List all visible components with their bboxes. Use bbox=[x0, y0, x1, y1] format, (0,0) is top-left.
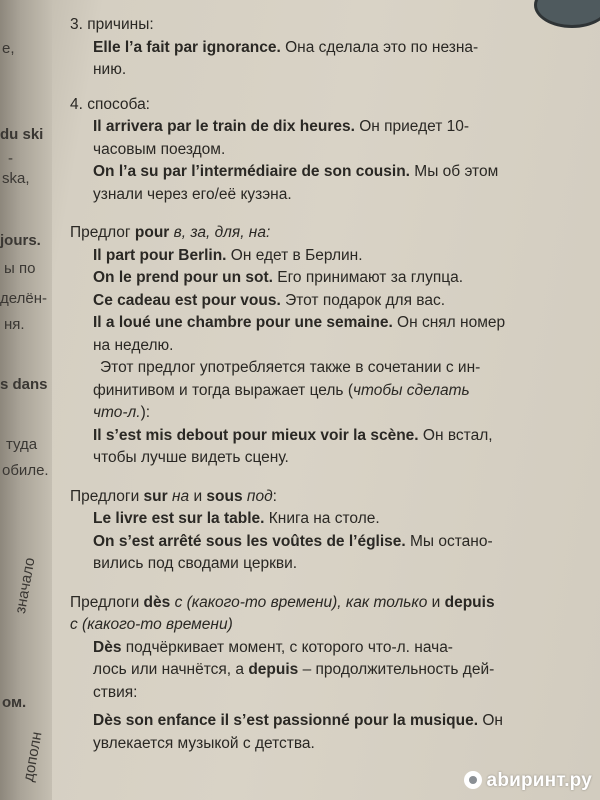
section-heading bbox=[70, 592, 570, 615]
text-line bbox=[70, 94, 570, 117]
text-line bbox=[70, 710, 570, 733]
text-line bbox=[70, 245, 570, 268]
heading-text: Предлоги bbox=[70, 593, 144, 611]
french-example: Elle l’a fait par ignorance. bbox=[93, 38, 281, 56]
gutter-fragment: ы по bbox=[4, 260, 36, 277]
explanation-text: ствия: bbox=[93, 683, 138, 701]
list-number: 4. способа: bbox=[70, 95, 150, 113]
french-example: Il s’est mis debout pour mieux voir la scène. bbox=[93, 426, 419, 444]
explanation-italic: чтобы сделать bbox=[352, 381, 470, 399]
russian-translation: Мы остано- bbox=[405, 532, 493, 550]
text-line bbox=[70, 508, 570, 531]
text-line bbox=[70, 139, 570, 162]
explanation-text: лось или начнётся, а bbox=[93, 661, 249, 678]
text-line bbox=[70, 357, 570, 380]
preposition-term: depuis bbox=[248, 661, 299, 678]
french-example: On s’est arrêté sous les voûtes de l’église. bbox=[93, 532, 406, 550]
russian-translation: Она сделала это по незна- bbox=[280, 38, 479, 56]
preposition-term: Dès bbox=[93, 638, 122, 656]
russian-translation: Он снял номер bbox=[392, 314, 506, 331]
translation-term: с (какого-то времени) bbox=[70, 616, 233, 633]
text-line bbox=[70, 267, 570, 290]
gutter-fragment: ом. bbox=[2, 694, 27, 711]
preposition-term: dès bbox=[143, 593, 171, 611]
text-line bbox=[70, 637, 570, 660]
russian-translation: часовым поездом. bbox=[93, 140, 226, 158]
translation-term: под bbox=[242, 487, 273, 505]
preposition-term: depuis bbox=[444, 593, 495, 611]
heading-text: : bbox=[272, 487, 277, 505]
text-line bbox=[70, 161, 570, 184]
russian-translation: Мы об этом bbox=[409, 163, 499, 180]
french-example: Il arrivera par le train de dix heures. bbox=[93, 118, 355, 135]
text-line bbox=[70, 531, 570, 554]
text-line bbox=[70, 184, 570, 207]
text-line bbox=[70, 59, 570, 82]
text-line bbox=[70, 335, 570, 358]
russian-translation: Он bbox=[478, 712, 503, 729]
text-line bbox=[70, 447, 570, 470]
text-line bbox=[70, 402, 570, 425]
explanation-text: подчёркивает момент, с которого что-л. нача- bbox=[121, 638, 453, 656]
french-example: Il part pour Berlin. bbox=[93, 246, 227, 264]
gutter-fragment: - bbox=[8, 150, 13, 167]
gutter-fragment: ня. bbox=[4, 316, 25, 333]
preposition-term: sous bbox=[206, 487, 243, 505]
page-text bbox=[70, 14, 570, 755]
russian-translation: нию. bbox=[93, 61, 127, 78]
gutter-fragment: туда bbox=[6, 436, 38, 453]
heading-text: и bbox=[427, 593, 445, 611]
russian-translation: Его принимают за глупца. bbox=[272, 269, 464, 286]
section-heading bbox=[70, 222, 570, 245]
translation-term: на bbox=[167, 487, 190, 505]
text-line bbox=[70, 659, 570, 682]
text-line bbox=[70, 116, 570, 139]
french-example: Ce cadeau est pour vous. bbox=[93, 291, 281, 309]
left-page-gutter bbox=[0, 0, 52, 800]
french-example: Le livre est sur la table. bbox=[93, 510, 265, 527]
french-example: On l’a su par l’intermédiaire de son cousin. bbox=[93, 163, 410, 180]
russian-translation: на неделю. bbox=[93, 336, 174, 354]
russian-translation: вились под сводами церкви. bbox=[93, 555, 298, 572]
gutter-fragment: обиле. bbox=[2, 462, 49, 479]
explanation-text: – продолжительность дей- bbox=[298, 661, 495, 678]
translation-term: с (какого-то времени), как только bbox=[170, 593, 428, 611]
text-line bbox=[70, 682, 570, 705]
russian-translation: Этот подарок для вас. bbox=[280, 291, 446, 309]
russian-translation: Он едет в Берлин. bbox=[226, 246, 363, 264]
russian-translation: Книга на столе. bbox=[264, 510, 380, 527]
russian-translation: увлекается музыкой с детства. bbox=[93, 734, 315, 752]
section-heading bbox=[70, 614, 570, 637]
gutter-fragment: e, bbox=[2, 40, 15, 57]
text-line bbox=[70, 312, 570, 335]
translation-term: в, за, для, на: bbox=[169, 224, 271, 241]
section-heading bbox=[70, 486, 570, 509]
russian-translation: Он приедет 10- bbox=[354, 118, 470, 135]
explanation-text: Этот предлог употребляется также в сочетании с ин- bbox=[100, 359, 481, 376]
french-example: On le prend pour un sot. bbox=[93, 269, 273, 286]
preposition-term: sur bbox=[143, 487, 168, 505]
french-example: Dès son enfance il s’est passionné pour la musique. bbox=[93, 712, 479, 729]
heading-text: Предлоги bbox=[70, 487, 144, 505]
gutter-fragment: jours. bbox=[0, 232, 41, 249]
list-number: 3. причины: bbox=[70, 16, 154, 33]
heading-text: и bbox=[189, 487, 207, 505]
french-example: Il a loué une chambre pour une semaine. bbox=[93, 314, 393, 331]
explanation-text: ): bbox=[140, 404, 151, 421]
gutter-fragment: du ski bbox=[0, 126, 44, 143]
site-watermark bbox=[464, 770, 592, 792]
text-line bbox=[70, 290, 570, 313]
preposition-term: pour bbox=[134, 224, 170, 241]
explanation-italic: что-л. bbox=[93, 404, 141, 421]
russian-translation: чтобы лучше видеть сцену. bbox=[93, 449, 289, 466]
text-line bbox=[70, 37, 570, 60]
text-line bbox=[70, 425, 570, 448]
labirint-logo-icon bbox=[464, 771, 482, 789]
text-line bbox=[70, 380, 570, 403]
explanation-text: финитивом и тогда выражает цель ( bbox=[93, 381, 353, 399]
gutter-fragment: s dans bbox=[0, 376, 48, 393]
gutter-fragment: делён- bbox=[0, 290, 47, 307]
gutter-fragment: значало bbox=[12, 556, 39, 615]
watermark-text: abиринт.ру bbox=[486, 770, 592, 791]
text-line bbox=[70, 14, 570, 37]
gutter-fragment: ska, bbox=[2, 170, 30, 187]
russian-translation: Он встал, bbox=[418, 426, 493, 444]
text-line bbox=[70, 733, 570, 756]
heading-text: Предлог bbox=[70, 224, 135, 241]
text-line bbox=[70, 553, 570, 576]
russian-translation: узнали через его/её кузэна. bbox=[93, 185, 292, 203]
gutter-fragment: дополн bbox=[20, 730, 46, 783]
